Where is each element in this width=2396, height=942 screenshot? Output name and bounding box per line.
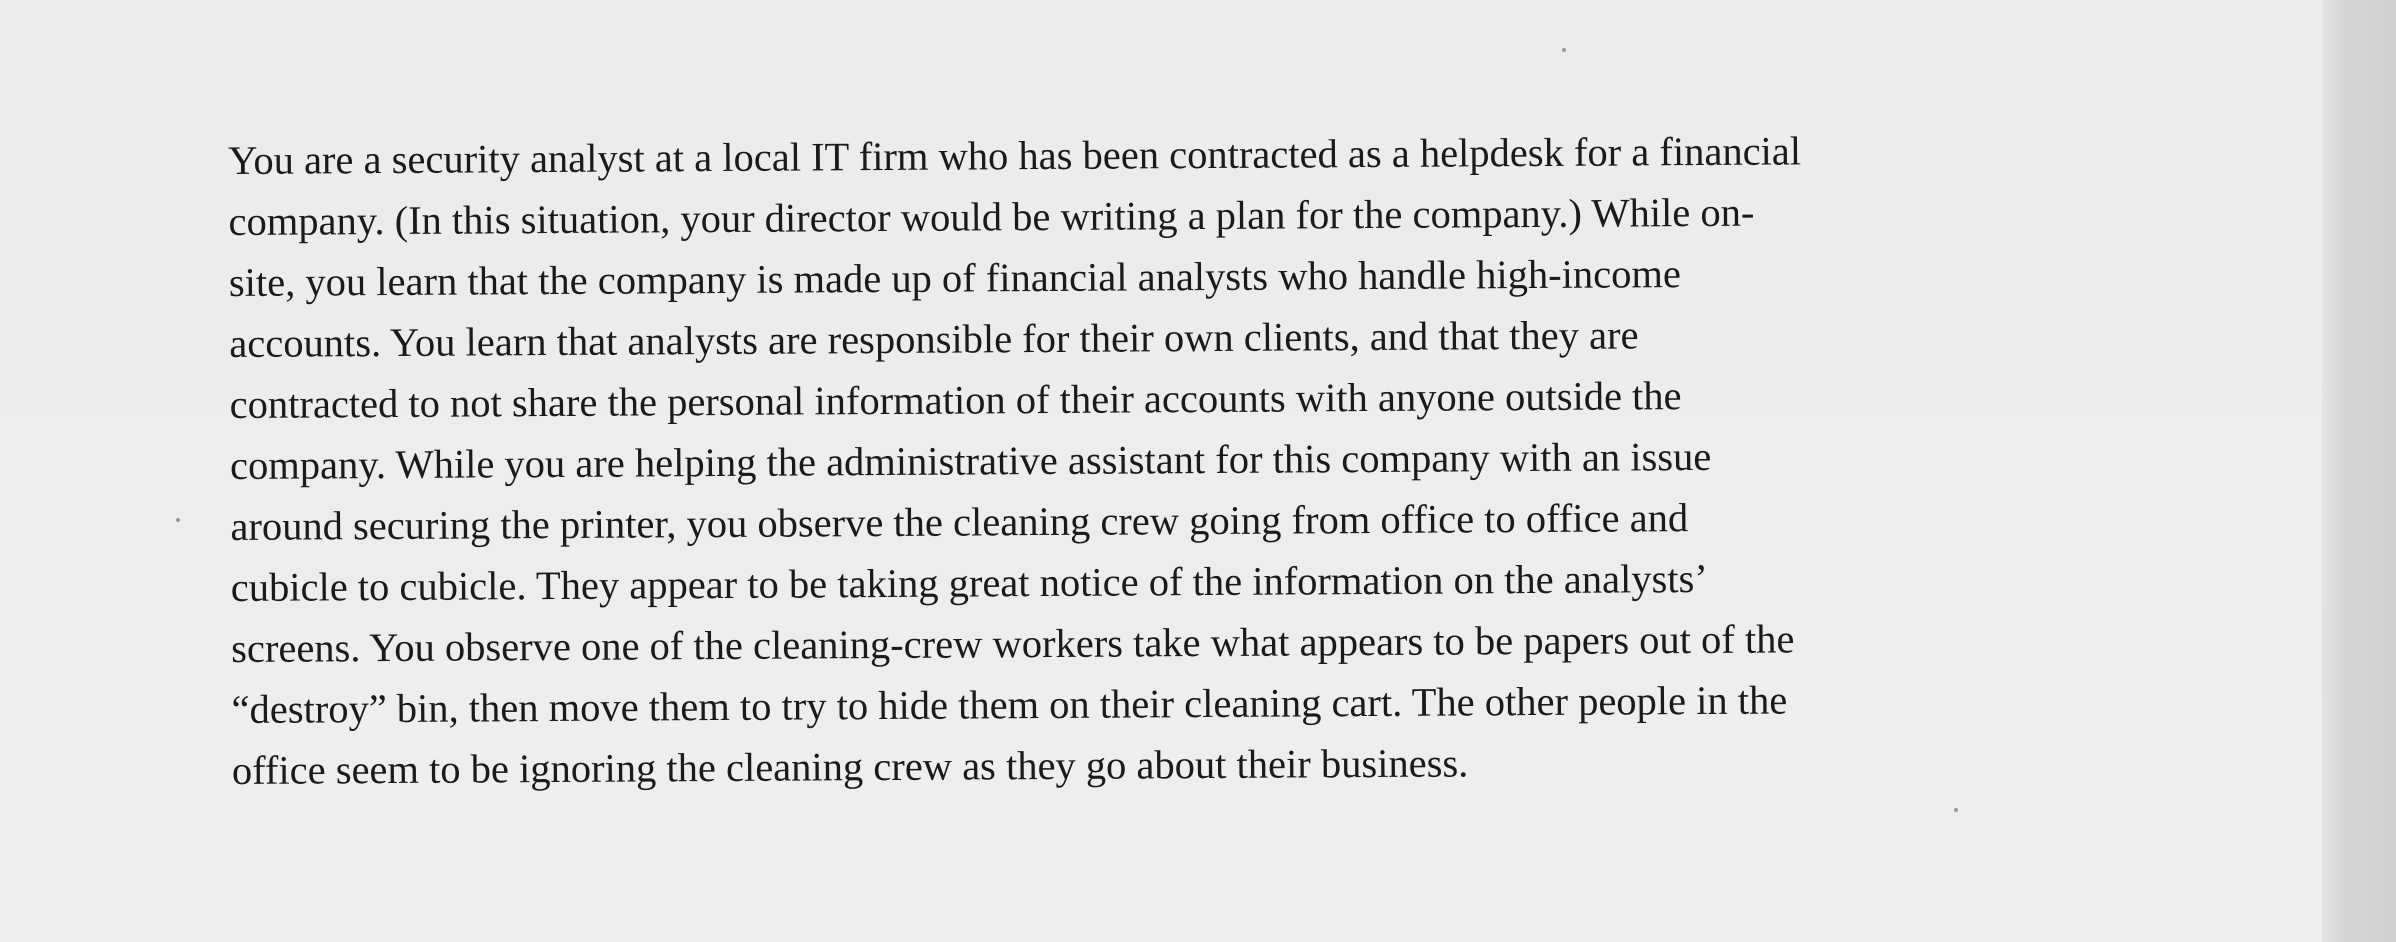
scenario-paragraph [228, 119, 2102, 801]
paragraph-line-4: accounts. You learn that analysts are responsible for their own clients, and that they are [229, 312, 1639, 366]
paragraph-line-3: site, you learn that the company is made up of financial analysts who handle high-income [228, 251, 1682, 305]
paragraph-line-6: company. While you are helping the administrative assistant for this company with an issue [229, 433, 1712, 488]
paragraph-line-1: You are a security analyst at a local IT firm who has been contracted as a helpdesk for a financial [228, 128, 1802, 183]
page-edge-shadow [2322, 0, 2396, 942]
paragraph-line-11: office seem to be ignoring the cleaning crew as they go about their business. [231, 740, 1469, 793]
paragraph-line-10: “destroy” bin, then move them to try to hide them on their cleaning cart. The other people in the [231, 677, 1788, 732]
paragraph-line-5: contracted to not share the personal information of their accounts with anyone outside the [229, 373, 1682, 427]
paragraph-line-7: around securing the printer, you observe the cleaning crew going from office to office and [230, 495, 1689, 549]
paper-speck [1954, 808, 1958, 812]
paragraph-line-8: cubicle to cubicle. They appear to be taking great notice of the information on the analysts’ [230, 555, 1708, 610]
paper-speck [176, 518, 180, 522]
paragraph-line-2: company. (In this situation, your director would be writing a plan for the company.) While on- [228, 189, 1755, 244]
paper-speck [1562, 48, 1566, 52]
paragraph-line-9: screens. You observe one of the cleaning-crew workers take what appears to be papers out of the [231, 616, 1795, 671]
